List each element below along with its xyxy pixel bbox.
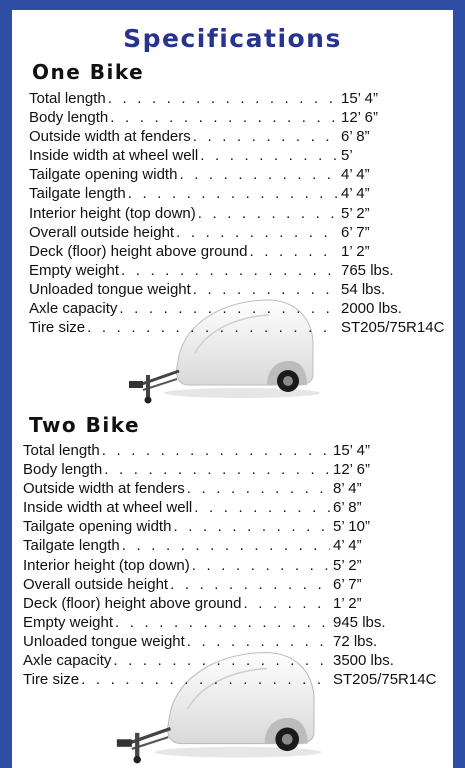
spec-label: Tailgate opening width bbox=[29, 166, 178, 184]
spec-row bbox=[23, 498, 453, 517]
spec-label: Deck (floor) height above ground bbox=[23, 594, 242, 612]
spec-label: Tailgate length bbox=[23, 537, 120, 555]
spec-row bbox=[23, 460, 453, 479]
dot-leader bbox=[196, 204, 338, 223]
dot-leader bbox=[171, 517, 330, 536]
spec-row bbox=[29, 280, 453, 299]
dot-leader bbox=[113, 613, 330, 632]
dot-leader bbox=[85, 318, 338, 337]
spec-value: 5’ 10” bbox=[333, 518, 370, 536]
spec-label: Empty weight bbox=[23, 613, 114, 631]
spec-row bbox=[29, 223, 453, 242]
spec-row bbox=[29, 127, 453, 146]
spec-value: 6’ 8” bbox=[333, 499, 362, 517]
dot-leader bbox=[191, 127, 338, 146]
spec-value: ST205/75R14C bbox=[333, 671, 437, 689]
dot-leader bbox=[108, 108, 338, 127]
spec-row bbox=[29, 89, 453, 108]
dot-leader bbox=[241, 594, 330, 613]
spec-row bbox=[23, 517, 453, 536]
dot-leader bbox=[120, 536, 330, 555]
spec-label: Overall outside height bbox=[23, 575, 169, 593]
spec-row bbox=[23, 632, 453, 651]
spec-label: Outside width at fenders bbox=[23, 480, 185, 498]
spec-value: 945 lbs. bbox=[333, 613, 386, 631]
spec-value: 15’ 4” bbox=[333, 442, 370, 459]
spec-row bbox=[29, 165, 453, 184]
spec-value: 4’ 4” bbox=[341, 166, 370, 184]
spec-value: 6’ 7” bbox=[341, 223, 370, 241]
spec-label: Interior height (top down) bbox=[23, 556, 190, 574]
spec-label: Unloaded tongue weight bbox=[29, 280, 191, 298]
dot-leader bbox=[190, 556, 330, 575]
spec-row bbox=[29, 204, 453, 223]
spec-value: 15’ 4” bbox=[341, 90, 378, 107]
spec-row bbox=[23, 536, 453, 555]
spec-row bbox=[23, 670, 453, 689]
spec-row bbox=[23, 441, 453, 460]
spec-row bbox=[29, 184, 453, 203]
dot-leader bbox=[106, 89, 338, 108]
spec-label: Inside width at wheel well bbox=[23, 499, 193, 517]
spec-label: Body length bbox=[23, 461, 103, 479]
spec-value: ST205/75R14C bbox=[341, 319, 445, 337]
page-title: Specifications bbox=[123, 24, 342, 53]
spec-row bbox=[29, 108, 453, 127]
spec-label: Body length bbox=[29, 109, 109, 127]
dot-leader bbox=[117, 299, 338, 318]
dot-leader bbox=[168, 575, 330, 594]
spec-label: Outside width at fenders bbox=[29, 128, 191, 146]
spec-value: 72 lbs. bbox=[333, 632, 378, 650]
spec-row bbox=[23, 613, 453, 632]
spec-row bbox=[29, 318, 453, 337]
spec-label: Empty weight bbox=[29, 261, 120, 279]
spec-value: 3500 lbs. bbox=[333, 652, 394, 670]
spec-label: Total length bbox=[29, 90, 106, 107]
spec-value: 1’ 2” bbox=[341, 242, 370, 260]
spec-row bbox=[23, 556, 453, 575]
spec-value: 6’ 8” bbox=[341, 128, 370, 146]
spec-value: 54 lbs. bbox=[341, 280, 386, 298]
spec-panel bbox=[12, 10, 453, 768]
dot-leader bbox=[198, 146, 338, 165]
spec-row bbox=[29, 299, 453, 318]
spec-label: Interior height (top down) bbox=[29, 204, 196, 222]
spec-label: Inside width at wheel well bbox=[29, 147, 199, 165]
dot-leader bbox=[185, 632, 330, 651]
spec-list-one-bike bbox=[29, 89, 453, 337]
spec-label: Total length bbox=[23, 442, 100, 459]
spec-label: Axle capacity bbox=[29, 300, 118, 318]
spec-row bbox=[29, 146, 453, 165]
spec-row bbox=[23, 594, 453, 613]
spec-value: 4’ 4” bbox=[341, 185, 370, 203]
dot-leader bbox=[174, 223, 338, 242]
spec-value: 1’ 2” bbox=[333, 594, 362, 612]
spec-value: 5’ 2” bbox=[333, 556, 362, 574]
dot-leader bbox=[79, 670, 330, 689]
dot-leader bbox=[126, 184, 338, 203]
dot-leader bbox=[119, 261, 338, 280]
dot-leader bbox=[111, 651, 330, 670]
spec-label: Tire size bbox=[23, 671, 80, 689]
spec-value: 765 lbs. bbox=[341, 261, 394, 279]
spec-label: Tailgate opening width bbox=[23, 518, 172, 536]
spec-value: 8’ 4” bbox=[333, 480, 362, 498]
dot-leader bbox=[102, 460, 330, 479]
dot-leader bbox=[100, 441, 330, 460]
spec-value: 4’ 4” bbox=[333, 537, 362, 555]
section-title-two-bike: Two Bike bbox=[29, 413, 141, 437]
spec-row bbox=[29, 242, 453, 261]
spec-label: Overall outside height bbox=[29, 223, 175, 241]
spec-label: Tailgate length bbox=[29, 185, 126, 203]
spec-label: Unloaded tongue weight bbox=[23, 632, 185, 650]
spec-row bbox=[23, 479, 453, 498]
dot-leader bbox=[192, 498, 330, 517]
spec-value: 6’ 7” bbox=[333, 575, 362, 593]
spec-row bbox=[29, 261, 453, 280]
dot-leader bbox=[247, 242, 338, 261]
spec-value: 5’ 2” bbox=[341, 204, 370, 222]
spec-list-two-bike bbox=[23, 441, 453, 689]
spec-label: Deck (floor) height above ground bbox=[29, 242, 248, 260]
section-title-one-bike: One Bike bbox=[32, 60, 145, 84]
spec-value: 2000 lbs. bbox=[341, 300, 402, 318]
dot-leader bbox=[177, 165, 338, 184]
spec-row bbox=[23, 651, 453, 670]
spec-value: 12’ 6” bbox=[333, 461, 370, 479]
spec-label: Axle capacity bbox=[23, 652, 112, 670]
spec-value: 5’ bbox=[341, 147, 353, 165]
dot-leader bbox=[191, 280, 338, 299]
dot-leader bbox=[185, 479, 330, 498]
spec-label: Tire size bbox=[29, 319, 86, 337]
spec-row bbox=[23, 575, 453, 594]
spec-value: 12’ 6” bbox=[341, 109, 378, 127]
